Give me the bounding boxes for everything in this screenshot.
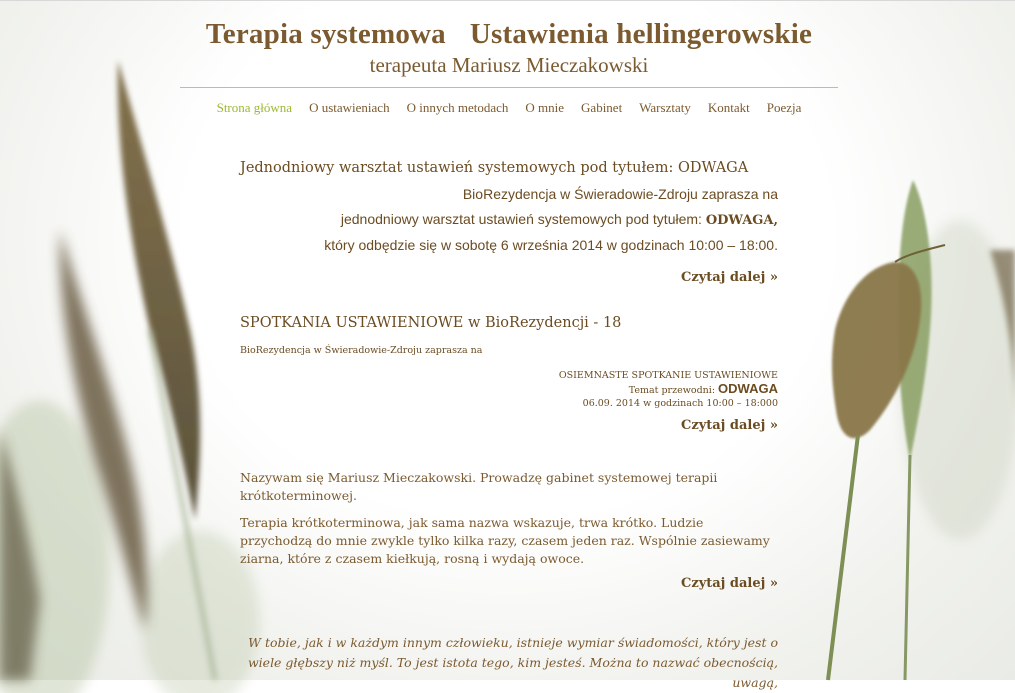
- nav-item-other-methods[interactable]: O innych metodach: [406, 100, 509, 115]
- post-title[interactable]: SPOTKANIA USTAWIENIOWE w BioRezydencji - 18: [240, 314, 622, 331]
- meeting-topic-label: Temat przewodni:: [628, 384, 719, 396]
- post-meeting-details: [240, 369, 778, 410]
- post-line: który odbędzie się w sobotę 6 września 2014 w godzinach 10:00 – 18:00.: [324, 237, 778, 253]
- nav-item-office[interactable]: Gabinet: [581, 100, 623, 115]
- site-title: [180, 18, 838, 51]
- about-paragraph: Nazywam się Mariusz Mieczakowski. Prowadzę gabinet systemowej terapii krótkoterminowej.: [240, 469, 718, 503]
- quote-text: W tobie, jak i w każdym innym człowieku, istnieje wymiar świadomości, który jest o wiele głębszy niż myśl. To jest istota tego, kim jesteś. Można to nazwać obecnością, uwagą,: [247, 634, 778, 690]
- site-header: [180, 18, 838, 88]
- post-workshop: [240, 160, 778, 285]
- main-content: [240, 160, 778, 693]
- read-more-link[interactable]: Czytaj dalej »: [680, 575, 778, 591]
- nav-item-about-me[interactable]: O mnie: [525, 100, 565, 115]
- post-body: [240, 182, 778, 258]
- site-title-left: Terapia systemowa: [205, 18, 446, 50]
- read-more-link[interactable]: Czytaj dalej »: [680, 269, 778, 285]
- site-title-right: Ustawienia hellingerowskie: [469, 18, 813, 50]
- nav-item-workshops[interactable]: Warsztaty: [639, 100, 691, 115]
- nav-item-contact[interactable]: Kontakt: [707, 100, 750, 115]
- read-more-link[interactable]: Czytaj dalej »: [680, 417, 778, 433]
- header-divider: [180, 87, 838, 88]
- nav-item-about-constellations[interactable]: O ustawieniach: [309, 100, 390, 115]
- post-line: BioRezydencja w Świeradowie-Zdroju zaprasza na: [462, 186, 778, 202]
- meeting-topic: [240, 382, 778, 397]
- post-meetings: [240, 315, 778, 433]
- nav-item-poetry[interactable]: Poezja: [766, 100, 802, 115]
- post-line-bold: ODWAGA,: [705, 212, 778, 228]
- meeting-topic-value: ODWAGA: [718, 380, 778, 396]
- top-border-line: [0, 0, 1015, 1]
- meeting-datetime: 06.09. 2014 w godzinach 10:00 – 18:000: [582, 397, 778, 409]
- nav-item-home[interactable]: Strona główna: [216, 100, 293, 115]
- site-subtitle: terapeuta Mariusz Mieczakowski: [369, 53, 649, 77]
- quote-section: [220, 633, 778, 693]
- about-paragraph: Terapia krótkoterminowa, jak sama nazwa wskazuje, trwa krótko. Ludzie przychodzą do mnie zwykle tylko kilka razy, czasem jeden raz. Wspólnie zasiewamy ziarna, które z czasem kiełkują, rosną i wydają owoce.: [240, 514, 770, 566]
- main-nav: [180, 100, 838, 116]
- post-title[interactable]: Jednodniowy warsztat ustawień systemowych pod tytułem: ODWAGA: [240, 160, 749, 176]
- about-section: [240, 469, 778, 591]
- post-intro: BioRezydencja w Świeradowie-Zdroju zaprasza na: [240, 344, 483, 356]
- meeting-name: OSIEMNASTE SPOTKANIE USTAWIENIOWE: [558, 369, 778, 381]
- post-line: [240, 207, 778, 234]
- post-line-text: jednodniowy warsztat ustawień systemowych pod tytułem:: [340, 210, 706, 227]
